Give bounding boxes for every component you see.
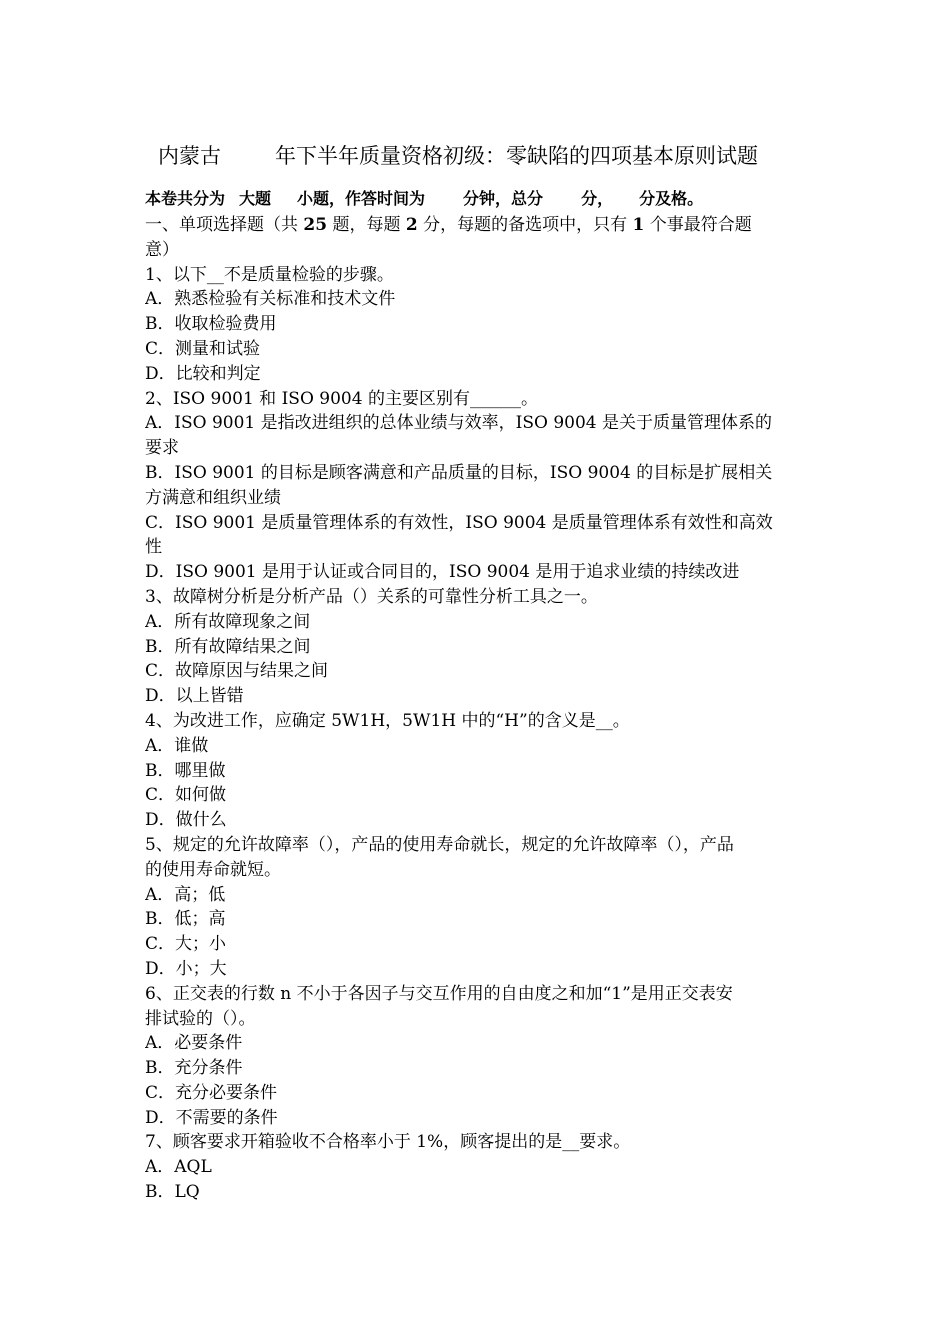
points-per-question: 2 [405, 215, 418, 235]
meta-text: 分及格。 [639, 189, 704, 208]
section-text: 个事最符合题 [649, 215, 752, 235]
answer-option: B．所有故障结果之间 [145, 636, 311, 657]
answer-option: C．测量和试验 [145, 338, 261, 359]
section-text: 分，每题的备选项中，只有 [423, 215, 628, 235]
answer-option: A．ISO 9001 是指改进组织的总体业绩与效率，ISO 9004 是关于质量管理体系的 [145, 413, 773, 434]
answer-option: B．LQ [145, 1182, 200, 1203]
answer-option: D．做什么 [145, 810, 227, 831]
answer-option: C．ISO 9001 是质量管理体系的有效性，ISO 9004 是质量管理体系有效性和高效 [145, 512, 773, 533]
answer-option: A．AQL [145, 1157, 212, 1178]
title-region: 内蒙古 [158, 144, 221, 168]
question-stem: 6、正交表的行数 n 不小于各因子与交互作用的自由度之和加“1”是用正交表安 [145, 983, 733, 1004]
answer-option: A．所有故障现象之间 [145, 611, 311, 632]
exam-meta [145, 188, 703, 210]
answer-option: B．低；高 [145, 909, 226, 930]
answer-option: D．以上皆错 [145, 686, 244, 707]
answer-option: C．故障原因与结果之间 [145, 661, 329, 682]
answer-option: A．必要条件 [145, 1033, 243, 1054]
question-stem: 1、以下__不是质量检验的步骤。 [145, 264, 394, 285]
answer-option: D．比较和判定 [145, 363, 261, 384]
answer-option: C．如何做 [145, 785, 227, 806]
answer-option: D．小；大 [145, 958, 227, 979]
question-stem: 7、顾客要求开箱验收不合格率小于 1%，顾客提出的是__要求。 [145, 1132, 631, 1153]
question-stem: 2、ISO 9001 和 ISO 9004 的主要区别有______。 [145, 388, 538, 409]
section-heading [145, 213, 815, 238]
section-heading-cont: 意） [145, 239, 179, 260]
answer-option: B．收取检验费用 [145, 314, 277, 335]
document-title [158, 142, 758, 170]
text-line: 要求 [145, 438, 179, 459]
text-line: 性 [145, 537, 162, 558]
title-text: 年下半年质量资格初级：零缺陷的四项基本原则试题 [275, 144, 758, 168]
section-text: 一、单项选择题（共 [145, 215, 298, 235]
meta-text: 小题，作答时间为 [297, 189, 426, 208]
answer-option: A．高；低 [145, 884, 226, 905]
single-answer-count: 1 [632, 215, 645, 235]
question-stem: 5、规定的允许故障率（），产品的使用寿命就长，规定的允许故障率（），产品 [145, 834, 734, 855]
question-count: 25 [303, 215, 328, 235]
text-line: 的使用寿命就短。 [145, 859, 281, 880]
question-stem: 4、为改进工作，应确定 5W1H，5W1H 中的“H”的含义是__。 [145, 710, 630, 731]
answer-option: B．充分条件 [145, 1058, 243, 1079]
document-body [145, 213, 815, 1205]
question-stem: 3、故障树分析是分析产品（）关系的可靠性分析工具之一。 [145, 586, 598, 607]
meta-text: 本卷共分为 [145, 189, 226, 208]
answer-option: A．熟悉检验有关标准和技术文件 [145, 289, 396, 310]
section-text: 题，每题 [332, 215, 401, 235]
answer-option: D．不需要的条件 [145, 1107, 278, 1128]
answer-option: C．大；小 [145, 934, 227, 955]
answer-option: A．谁做 [145, 735, 209, 756]
meta-text: 大题 [239, 189, 272, 208]
meta-text: 分， [581, 189, 614, 208]
answer-option: D．ISO 9001 是用于认证或合同目的，ISO 9004 是用于追求业绩的持续改进 [145, 562, 740, 583]
question-list [145, 263, 815, 1205]
text-line: 排试验的（）。 [145, 1008, 256, 1029]
answer-option: B．哪里做 [145, 760, 226, 781]
answer-option: B．ISO 9001 的目标是顾客满意和产品质量的目标，ISO 9004 的目标是扩展相关 [145, 462, 773, 483]
answer-option: C．充分必要条件 [145, 1082, 278, 1103]
meta-text: 分钟，总分 [463, 189, 544, 208]
text-line: 方满意和组织业绩 [145, 487, 281, 508]
